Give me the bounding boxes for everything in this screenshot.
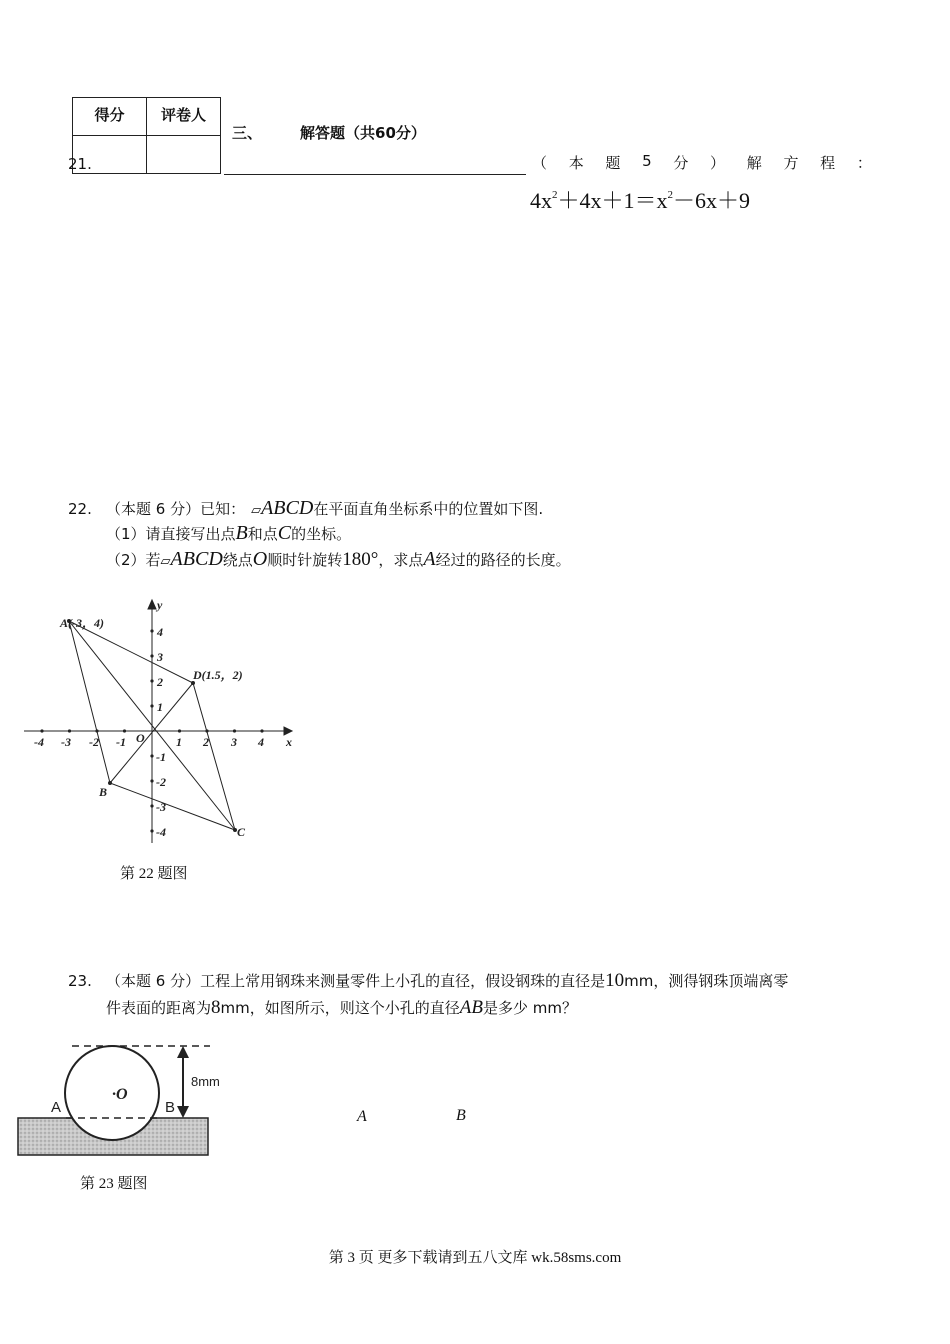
y-tick-label: 1 (157, 700, 163, 714)
q21-equation: $4x^2+4x+1=x^2-6x+9$ (530, 188, 751, 213)
grader-header: 评卷人 (147, 98, 221, 136)
label-b: B (165, 1099, 176, 1116)
label-b: B (99, 785, 108, 799)
label-y: y (157, 598, 163, 612)
x-tick-label: -1 (116, 735, 126, 749)
y-tick-label: 2 (157, 675, 163, 689)
label-d: D(1.5，2) (193, 668, 243, 682)
x-tick-label: -2 (89, 735, 99, 749)
y-tick-label: -3 (156, 800, 166, 814)
label-x: x (286, 735, 292, 749)
x-tick-label: -4 (34, 735, 44, 749)
page-footer: 第 3 页 更多下载请到五八文库 wk.58sms.com (328, 1250, 622, 1266)
label-c: C (237, 825, 246, 839)
y-tick-label: -1 (156, 750, 166, 764)
q22-number: 22. (68, 500, 92, 518)
x-tick-label: 1 (176, 735, 182, 749)
q22-part2: （2）若▱ABCD绕点O顺时针旋转180°，求点A经过的路径的长度。 (106, 548, 571, 570)
q22-caption: 第 22 题图 (120, 866, 188, 882)
stray-label-b: B (456, 1107, 466, 1124)
stray-label-a: A (357, 1108, 367, 1125)
label-a: A(-3，4) (60, 616, 104, 630)
y-tick-label: -2 (156, 775, 166, 789)
q21-intro: （ 本 题 5 分 ） 解 方 程 ： (532, 152, 872, 172)
q21-number: 21. (68, 155, 92, 173)
x-tick-label: 2 (203, 735, 209, 749)
dimension-arrow-down (177, 1106, 189, 1118)
x-tick-label: -3 (61, 735, 71, 749)
x-tick-label: 4 (258, 735, 264, 749)
q23-line2: 件表面的距离为8mm，如图所示，则这个小孔的直径AB是多少 mm？ (106, 997, 577, 1018)
label-8mm: 8mm (191, 1074, 220, 1089)
dimension-arrow-up (177, 1046, 189, 1058)
x-tick-label: 3 (231, 735, 237, 749)
label-o: O (136, 731, 145, 745)
section-number: 三、 (232, 124, 263, 142)
label-o: ·O (112, 1086, 128, 1103)
q22-part1: （1）请直接写出点B和点C的坐标。 (106, 522, 352, 544)
y-tick-label: 3 (157, 650, 163, 664)
q23-number: 23. (68, 972, 92, 990)
y-tick-label: -4 (156, 825, 166, 839)
q23-caption: 第 23 题图 (80, 1176, 148, 1192)
label-a: A (51, 1099, 62, 1116)
y-tick-label: 4 (157, 625, 163, 639)
section-title: 解答题（共60分） (300, 124, 426, 142)
score-header: 得分 (73, 98, 147, 136)
q23-line1: （本题 6 分）工程上常用钢珠来测量零件上小孔的直径，假设钢珠的直径是10mm，测得钢珠顶端离零 (106, 970, 789, 991)
q22-intro: （本题 6 分）已知： ▱ABCD在平面直角坐标系中的位置如下图. (106, 497, 544, 519)
